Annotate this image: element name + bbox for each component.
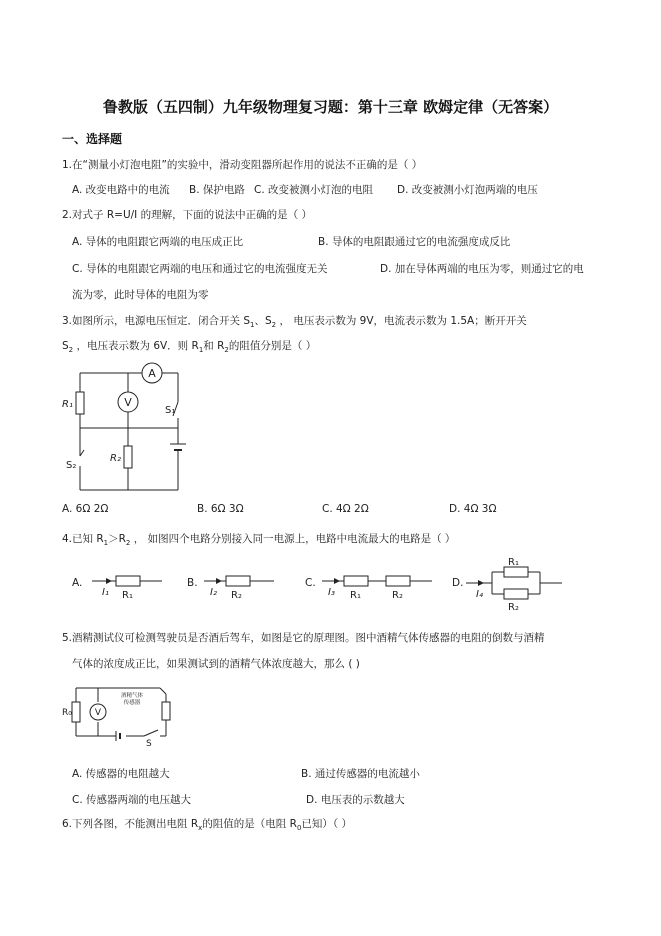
resistor-label: R₂	[231, 590, 242, 601]
q1-stem: 1.在“测量小灯泡电阻”的实验中，滑动变阻器所起作用的说法不正确的是（ ）	[62, 159, 423, 171]
section-heading: 一、选择题	[62, 132, 123, 146]
current-arrow-icon	[106, 578, 112, 584]
q1-option-b: B. 保护电路	[189, 184, 245, 196]
s2-label: S₂	[66, 460, 77, 471]
q3-option-a: A. 6Ω 2Ω	[62, 503, 109, 515]
q5-option-c: C. 传感器两端的电压越大	[72, 794, 192, 806]
q5-option-b: B. 通过传感器的电流越小	[301, 768, 420, 780]
voltmeter-label: V	[94, 708, 102, 718]
current-arrow-icon	[334, 578, 340, 584]
q5-circuit-diagram	[62, 680, 182, 750]
q4-stem: 4.已知 $R_1>R_2$ ， 如图四个电路分别接入同一电源上，电路中电流最大的电路是（ ）	[62, 533, 456, 548]
q2-stem: 2.对式子 R=U/I 的理解，下面的说法中正确的是（ ）	[62, 209, 312, 221]
q3-option-d: D. 4Ω 3Ω	[449, 503, 497, 515]
q4-option-b-letter: B.	[187, 577, 198, 589]
q4-option-c-circuit	[322, 568, 434, 602]
q4-option-c-letter: C.	[305, 577, 316, 589]
q3-option-b: B. 6Ω 3Ω	[197, 503, 244, 515]
q6-stem: 6.下列各图，不能测出电阻 $R_x$的阻值的是（电阻 $R_0$已知）（ ）	[62, 818, 353, 833]
q5-stem-line2: 气体的浓度成正比，如果测试到的酒精气体浓度越大，那么 ( )	[72, 658, 360, 670]
current-label: I₄	[476, 589, 483, 600]
resistor-icon	[116, 576, 140, 586]
resistor-label: R₁	[122, 590, 133, 601]
q1-option-a: A. 改变电路中的电流	[72, 184, 170, 196]
q4-option-a-letter: A.	[72, 577, 83, 589]
q3-circuit-diagram	[60, 358, 195, 498]
sensor-resistor	[162, 702, 170, 720]
resistor-icon	[386, 576, 410, 586]
ammeter-label: A	[148, 367, 156, 380]
sensor-label-line1: 酒精气体	[120, 693, 144, 699]
q4-option-b-circuit	[204, 568, 276, 602]
current-label: I₁	[102, 587, 109, 598]
r2-label: R₂	[110, 453, 121, 464]
q1-option-c: C. 改变被测小灯泡的电阻	[254, 184, 374, 196]
sensor-label-line2: 传感器	[123, 700, 141, 706]
q2-option-b: B. 导体的电阻跟通过它的电流强度成反比	[318, 236, 511, 248]
q2-option-c: C. 导体的电阻跟它两端的电压和通过它的电流强度无关	[72, 263, 328, 275]
q4-option-a-circuit	[92, 568, 164, 602]
q2-option-a: A. 导体的电阻跟它两端的电压成正比	[72, 236, 244, 248]
current-arrow-icon	[216, 578, 222, 584]
q4-option-d-letter: D.	[452, 577, 464, 589]
r1-label: R₁	[62, 399, 73, 410]
resistor-label: R₂	[392, 590, 403, 601]
resistor-label: R₁	[350, 590, 361, 601]
resistor-icon	[344, 576, 368, 586]
q5-option-d: D. 电压表的示数越大	[306, 794, 405, 806]
q4-option-d-circuit	[466, 556, 578, 612]
page-title: 鲁教版（五四制）九年级物理复习题：第十三章 欧姆定律（无答案）	[102, 98, 559, 116]
q2-option-d: D. 加在导体两端的电压为零，则通过它的电	[380, 263, 584, 275]
q3-stem-line1: 3.如图所示，电源电压恒定．闭合开关 $S_1$、$S_2$ ， 电压表示数为 9V，电流表示数为 1.5A；断开开关	[62, 315, 527, 330]
q3-option-c: C. 4Ω 2Ω	[322, 503, 369, 515]
r2-resistor	[124, 446, 132, 468]
voltmeter-label: V	[124, 396, 132, 409]
q5-option-a: A. 传感器的电阻越大	[72, 768, 170, 780]
r1-resistor	[76, 392, 84, 414]
q1-option-d: D. 改变被测小灯泡两端的电压	[397, 184, 538, 196]
switch-label: S	[146, 739, 152, 749]
current-label: I₂	[210, 587, 217, 598]
resistor-icon	[226, 576, 250, 586]
current-arrow-icon	[478, 580, 484, 586]
s1-label: S₁	[165, 405, 176, 416]
q3-stem-line2: $S_2$ ，电压表示数为 6V．则 $R_1$和 $R_2$的阻值分别是（ ）	[62, 340, 317, 355]
q2-option-d-continued: 流为零，此时导体的电阻为零	[72, 289, 209, 301]
r0-resistor	[72, 702, 80, 722]
resistor-icon	[504, 567, 528, 577]
resistor-icon	[504, 589, 528, 599]
resistor-label: R₁	[508, 557, 519, 568]
resistor-label: R₂	[508, 602, 519, 612]
q5-stem-line1: 5.酒精测试仪可检测驾驶员是否酒后驾车，如图是它的原理图。图中酒精气体传感器的电阻的倒数与酒精	[62, 632, 545, 644]
r0-label: R₀	[62, 708, 72, 718]
current-label: I₃	[328, 587, 335, 598]
